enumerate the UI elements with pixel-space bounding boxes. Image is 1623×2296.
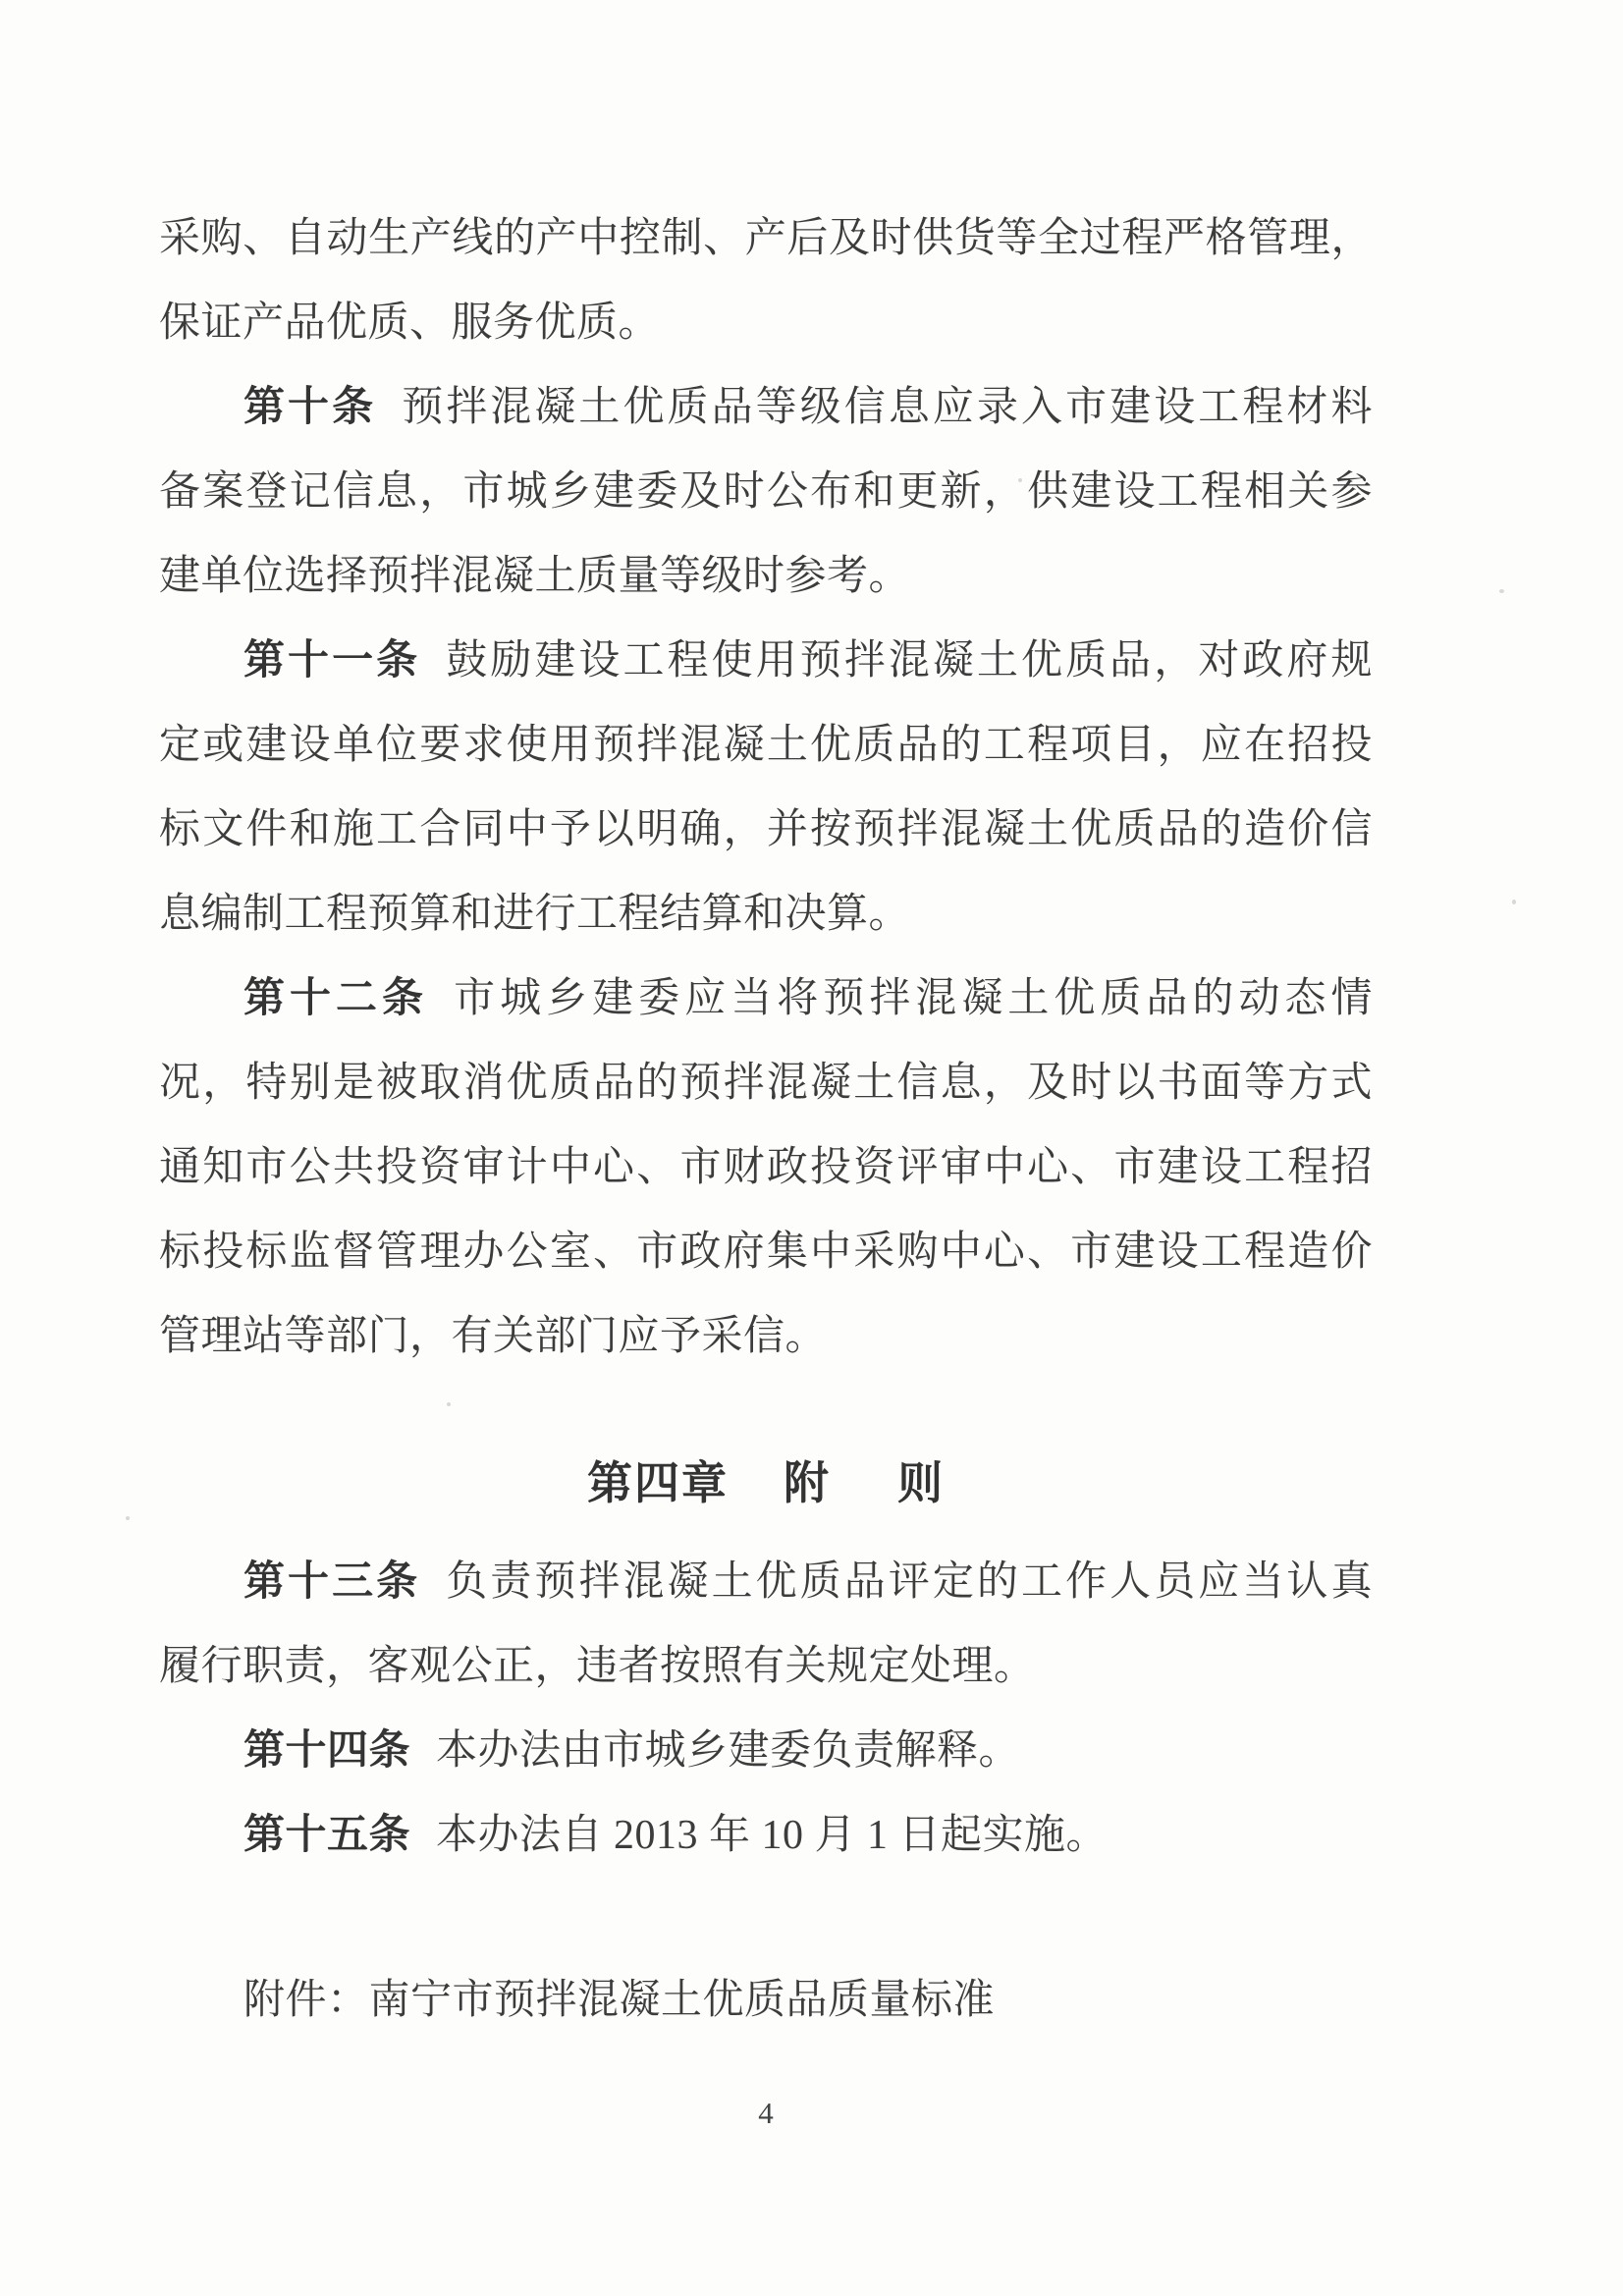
line-text: 预拌混凝土优质品等级信息应录入市建设工程材料	[402, 385, 1373, 430]
article-number: 第十条	[243, 385, 377, 430]
line-text: 市城乡建委应当将预拌混凝土优质品的动态情	[454, 976, 1373, 1021]
text-line: 标文件和施工合同中予以明确，并按预拌混凝土优质品的造价信	[159, 807, 1373, 852]
text-line: 采购、自动生产线的产中控制、产后及时供货等全过程严格管理，	[159, 216, 1373, 261]
line-text: 鼓励建设工程使用预拌混凝土优质品，对政府规	[446, 638, 1373, 683]
text-line	[159, 1793, 1373, 1878]
chapter-number: 第四章	[587, 1458, 729, 1508]
text-line: 附件：南宁市预拌混凝土优质品质量标准	[243, 1978, 996, 2023]
scan-speckle	[126, 1516, 130, 1520]
text-line	[159, 1709, 1373, 1793]
attachment-note	[159, 1958, 1373, 2043]
scan-speckle	[1018, 478, 1022, 482]
document-content	[159, 196, 1373, 2043]
chapter-title-char: 则	[897, 1458, 945, 1508]
text-line: 标投标监督管理办公室、市政府集中采购中心、市建设工程造价	[159, 1230, 1373, 1275]
paragraph-article-14	[159, 1709, 1373, 1793]
line-text: 本办法由市城乡建委负责解释。	[436, 1728, 1021, 1774]
article-number: 第十二条	[243, 976, 429, 1021]
paragraph-article-13	[159, 1540, 1373, 1709]
text-line	[159, 957, 1373, 1041]
text-line: 保证产品优质、服务优质。	[159, 301, 661, 346]
article-number: 第十一条	[243, 638, 421, 683]
text-line	[159, 1540, 1373, 1624]
text-line: 息编制工程预算和进行工程结算和决算。	[159, 892, 911, 937]
paragraph-article-12	[159, 957, 1373, 1379]
text-line: 建单位选择预拌混凝土质量等级时参考。	[159, 554, 911, 599]
text-line: 管理站等部门，有关部门应予采信。	[159, 1314, 828, 1359]
scan-speckle	[1499, 589, 1504, 593]
article-number: 第十四条	[243, 1728, 411, 1774]
chapter-heading	[159, 1442, 1373, 1526]
paragraph-article-15	[159, 1793, 1373, 1878]
page-number: 4	[758, 2096, 774, 2130]
paragraph-continued	[159, 196, 1373, 365]
line-text: 负责预拌混凝土优质品评定的工作人员应当认真	[446, 1559, 1373, 1605]
text-line: 备案登记信息，市城乡建委及时公布和更新，供建设工程相关参	[159, 469, 1373, 515]
article-number: 第十五条	[243, 1813, 411, 1858]
scan-speckle	[1512, 900, 1516, 904]
article-number: 第十三条	[243, 1559, 421, 1605]
text-line	[159, 619, 1373, 703]
text-line: 履行职责，客观公正，违者按照有关规定处理。	[159, 1644, 1036, 1689]
text-line: 通知市公共投资审计中心、市财政投资评审中心、市建设工程招	[159, 1145, 1373, 1190]
scan-speckle	[447, 1402, 451, 1406]
text-line	[159, 365, 1373, 450]
paragraph-article-11	[159, 619, 1373, 957]
text-line: 定或建设单位要求使用预拌混凝土优质品的工程项目，应在招投	[159, 723, 1373, 768]
text-line: 况，特别是被取消优质品的预拌混凝土信息，及时以书面等方式	[159, 1061, 1373, 1106]
chapter-title-char: 附	[784, 1458, 831, 1508]
scan-speckle	[1321, 1175, 1325, 1178]
line-text: 本办法自 2013 年 10 月 1 日起实施。	[436, 1813, 1109, 1858]
paragraph-article-10	[159, 365, 1373, 619]
scan-speckle	[342, 837, 346, 841]
